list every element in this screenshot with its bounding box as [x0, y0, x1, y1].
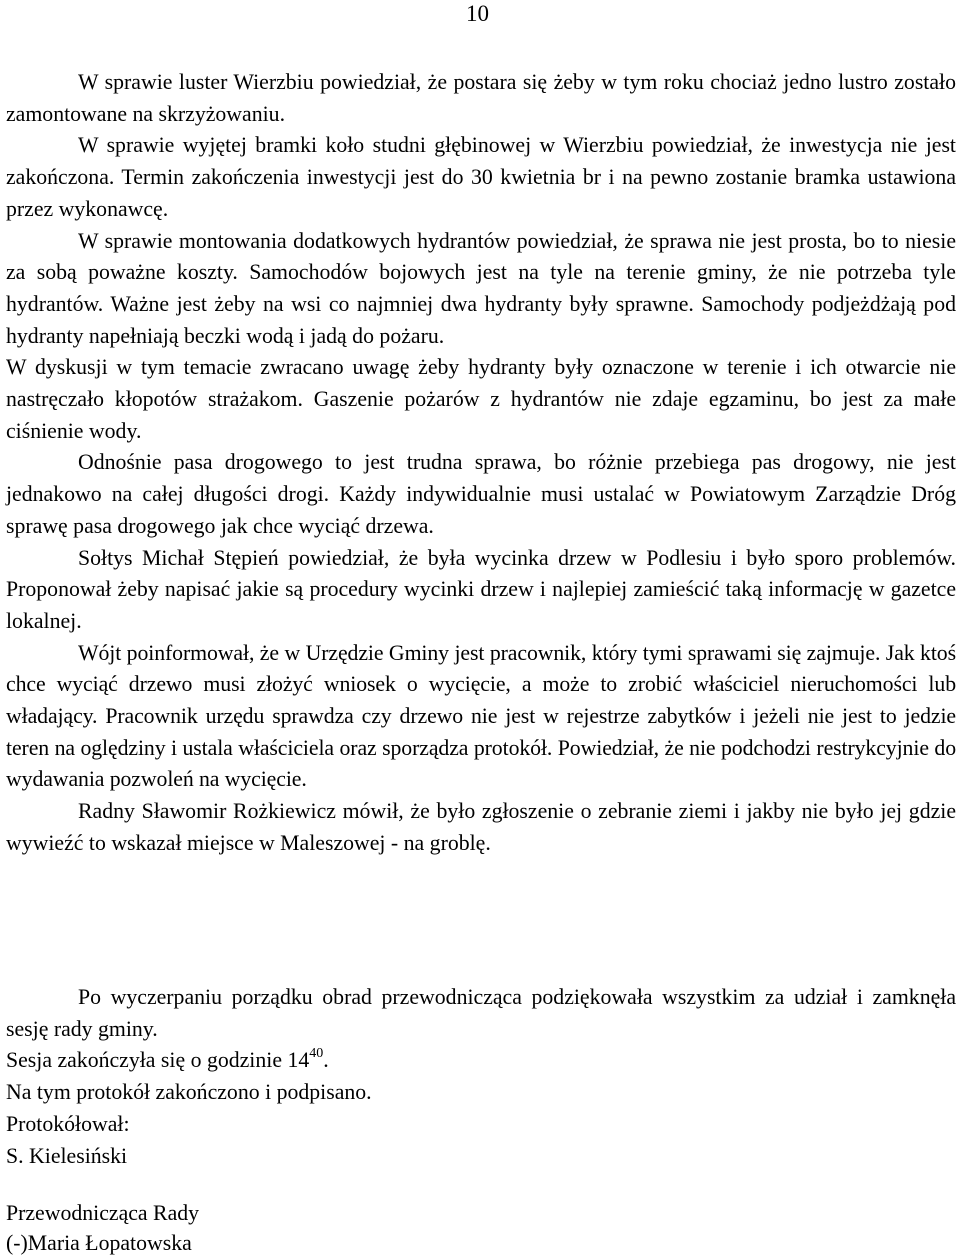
session-end-text: Sesja zakończyła się o godzinie 14	[6, 1048, 310, 1073]
closing-section	[6, 982, 956, 1172]
paragraph-councillor: Radny Sławomir Rożkiewicz mówił, że było zgłoszenie o zebranie ziemi i jakby nie było jej gdzie wywieźć to wskazał miejsce w Maleszowej - na groblę.	[6, 799, 956, 855]
closing-paragraph: Po wyczerpaniu porządku obrad przewodnicząca podziękowała wszystkim za udział i zamknęła sesję rady gminy.	[6, 985, 956, 1041]
signature-block	[6, 1198, 506, 1258]
protocol-closed-line: Na tym protokół zakończono i podpisano.	[6, 1080, 372, 1105]
paragraph-mirrors: W sprawie luster Wierzbiu powiedział, że postara się żeby w tym roku chociaż jedno lustro zostało zamontowane na skrzyżowaniu.	[6, 70, 956, 126]
paragraph-road-lane: Odnośnie pasa drogowego to jest trudna sprawa, bo różnie przebiega pas drogowy, nie jest jednakowo na całej długości drogi. Każdy indywidualnie musi ustalać w Powiatowym Zarządzie Dróg sprawę pasa drogowego jak chce wyciąć drzewa.	[6, 450, 956, 538]
session-end-minutes: 40	[309, 1046, 324, 1062]
paragraph-mayor-info: Wójt poinformował, że w Urzędzie Gminy jest pracownik, który tymi sprawami się zajmuje. Jak ktoś chce wyciąć drzewo musi złożyć wniosek o wycięcie, a może to zrobić właściciel nieruchomości lub władający. Pracownik urzędu sprawdza czy drzewo nie jest w rejestrze zabytków i jeżeli nie jest to jedzie teren na oględziny i ustala właściciela oraz sporządza protokół. Powiedział, że nie podchodzi restrykcyjnie do wydawania pozwoleń na wycięcie.	[6, 640, 956, 792]
recorded-by-label: Protokółował:	[6, 1111, 130, 1136]
paragraph-discussion: W dyskusji w tym temacie zwracano uwagę żeby hydranty były oznaczone w terenie i ich otwarcie nie nastręczało kłopotów strażakom. Gaszenie pożarów z hydrantów nie zdaje egzaminu, bo jest za małe ciśnienie wody.	[6, 355, 956, 443]
paragraph-hydrants: W sprawie montowania dodatkowych hydrantów powiedział, że sprawa nie jest prosta, bo to niesie za sobą poważne koszty. Samochodów bojowych jest na tyle na terenie gminy, że nie potrzeba tyle hydrantów. Ważne jest żeby na wsi co najmniej dwa hydranty były sprawne. Samochody podjeżdżają pod hydranty napełniają beczki wodą i jadą do pożaru.	[6, 228, 956, 348]
session-end-period: .	[323, 1048, 329, 1073]
paragraph-tree-cutting: Sołtys Michał Stępień powiedział, że była wycinka drzew w Podlesiu i było sporo problemów. Proponował żeby napisać jakie są procedury wycinki drzew i najlepiej zamieścić taką informację w gazetce lokalnej.	[6, 545, 956, 633]
signature-name: (-)Maria Łopatowska	[6, 1231, 192, 1255]
recorded-by-name: S. Kielesiński	[6, 1143, 128, 1168]
document-body	[6, 67, 956, 860]
session-end-line	[6, 1045, 956, 1077]
signature-role: Przewodnicząca Rady	[6, 1201, 200, 1225]
paragraph-gate: W sprawie wyjętej bramki koło studni głębinowej w Wierzbiu powiedział, że inwestycja nie jest zakończona. Termin zakończenia inwestycji jest do 30 kwietnia br i na pewno zostanie bramka ustawiona przez wykonawcę.	[6, 133, 956, 221]
page-number: 10	[466, 1, 489, 26]
